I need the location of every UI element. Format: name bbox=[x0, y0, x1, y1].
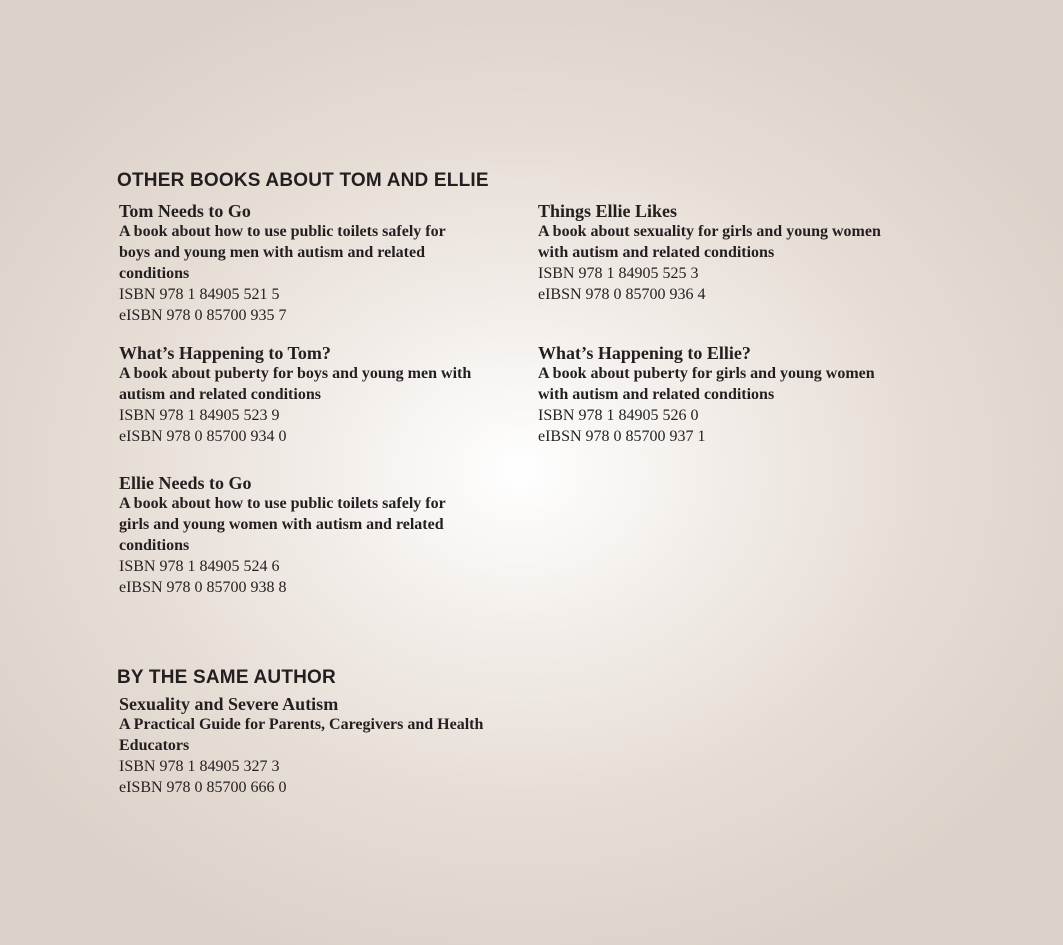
book-description bbox=[119, 363, 519, 405]
book-description-line: A book about puberty for boys and young men with bbox=[119, 365, 472, 382]
section-heading-same-author: BY THE SAME AUTHOR bbox=[117, 667, 336, 688]
book-description-line: A book about puberty for girls and young women bbox=[538, 365, 875, 382]
book-title: What’s Happening to Ellie? bbox=[538, 343, 751, 363]
book-description-line: girls and young women with autism and related bbox=[119, 516, 444, 533]
book-description-line: A book about how to use public toilets safely for bbox=[119, 223, 446, 240]
book-title: Things Ellie Likes bbox=[538, 201, 678, 221]
book-isbn: ISBN 978 1 84905 521 5 bbox=[119, 286, 280, 303]
book-description bbox=[119, 714, 539, 756]
book-title: Sexuality and Severe Autism bbox=[119, 694, 339, 714]
book-entry-things-ellie-likes bbox=[538, 201, 958, 305]
book-description bbox=[119, 493, 519, 556]
book-description-line: autism and related conditions bbox=[119, 386, 321, 403]
book-description-line: conditions bbox=[119, 265, 190, 282]
book-description bbox=[538, 221, 958, 263]
book-description-line: conditions bbox=[119, 537, 190, 554]
book-eisbn: eIBSN 978 0 85700 938 8 bbox=[119, 579, 287, 596]
book-description-line: A book about sexuality for girls and young women bbox=[538, 223, 881, 240]
book-title: Tom Needs to Go bbox=[119, 201, 251, 221]
book-title: Ellie Needs to Go bbox=[119, 473, 252, 493]
book-isbn: ISBN 978 1 84905 526 0 bbox=[538, 407, 699, 424]
book-entry-whats-happening-to-ellie bbox=[538, 343, 958, 447]
book-entry-sexuality-and-severe-autism bbox=[119, 694, 539, 798]
book-eisbn: eISBN 978 0 85700 666 0 bbox=[119, 779, 287, 796]
book-description bbox=[119, 221, 519, 284]
book-title: What’s Happening to Tom? bbox=[119, 343, 331, 363]
book-description-line: Educators bbox=[119, 737, 190, 754]
book-description bbox=[538, 363, 958, 405]
book-eisbn: eISBN 978 0 85700 934 0 bbox=[119, 428, 287, 445]
book-entry-ellie-needs-to-go bbox=[119, 473, 519, 598]
book-description-line: boys and young men with autism and related bbox=[119, 244, 425, 261]
book-isbn: ISBN 978 1 84905 523 9 bbox=[119, 407, 280, 424]
book-description-line: with autism and related conditions bbox=[538, 244, 775, 261]
book-description-line: A book about how to use public toilets safely for bbox=[119, 495, 446, 512]
book-eisbn: eISBN 978 0 85700 935 7 bbox=[119, 307, 287, 324]
book-entry-whats-happening-to-tom bbox=[119, 343, 519, 447]
book-eisbn: eIBSN 978 0 85700 936 4 bbox=[538, 286, 706, 303]
book-isbn: ISBN 978 1 84905 327 3 bbox=[119, 758, 280, 775]
section-heading-other-books: OTHER BOOKS ABOUT TOM AND ELLIE bbox=[117, 170, 489, 191]
book-description-line: with autism and related conditions bbox=[538, 386, 775, 403]
book-eisbn: eIBSN 978 0 85700 937 1 bbox=[538, 428, 706, 445]
book-isbn: ISBN 978 1 84905 525 3 bbox=[538, 265, 699, 282]
book-isbn: ISBN 978 1 84905 524 6 bbox=[119, 558, 280, 575]
book-entry-tom-needs-to-go bbox=[119, 201, 519, 326]
book-description-line: A Practical Guide for Parents, Caregivers and Health bbox=[119, 716, 484, 733]
